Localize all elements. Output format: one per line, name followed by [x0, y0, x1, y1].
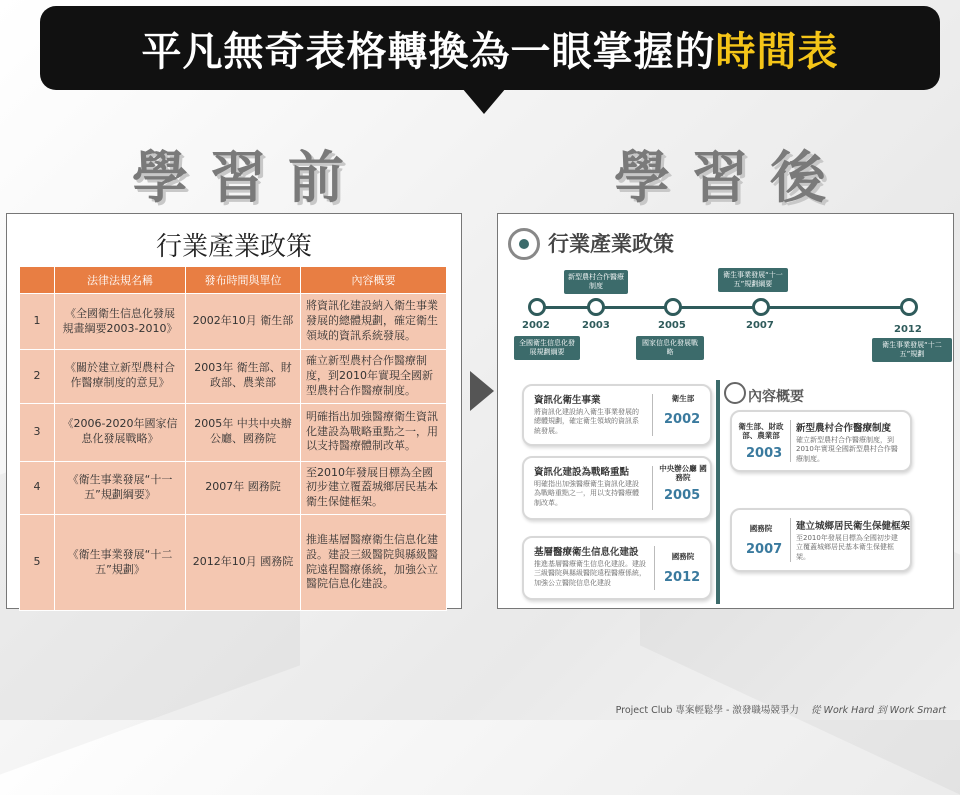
timeline-tag: 衛生事業發展“十二五”規劃 — [872, 338, 952, 362]
card-title: 資訊化建設為戰略重點 — [534, 467, 630, 478]
timeline-year: 2007 — [746, 320, 774, 331]
card-divider — [652, 394, 653, 436]
after-panel — [497, 213, 954, 609]
before-panel — [6, 213, 462, 609]
timeline-tag: 全國衛生信息化發展規劃綱要 — [514, 336, 580, 360]
table-cell-no: 3 — [20, 403, 55, 461]
table-cell-name: 《2006-2020年國家信息化發展戰略》 — [55, 403, 186, 461]
card-divider — [652, 466, 653, 510]
timeline-node — [752, 298, 770, 316]
card-desc: 將資訊化建設納入衛生事業發展的總體規劃，確定衛生領域的資訊系統發展。 — [534, 408, 639, 435]
table-cell-date: 2012年10月 國務院 — [186, 515, 301, 611]
card-year: 2002 — [664, 412, 701, 427]
table-cell-desc: 確立新型農村合作醫療制度，到2010年實現全國新型農村合作醫療制度。 — [301, 350, 447, 404]
table-cell-date: 2007年 國務院 — [186, 461, 301, 515]
title-main: 平凡無奇表格轉換為一眼掌握的 — [141, 28, 716, 75]
table-header-cell — [20, 267, 55, 294]
card-title: 建立城鄉居民衛生保健框架 — [796, 521, 911, 532]
card-org: 衛生部、財政部、農業部 — [738, 422, 784, 440]
summary-heading — [748, 386, 804, 406]
title-highlight: 時間表 — [715, 28, 839, 75]
timeline-tag: 新型農村合作醫療制度 — [564, 270, 628, 294]
before-title: 行業產業政策 — [155, 232, 312, 262]
table-row — [20, 515, 447, 611]
table-cell-date: 2002年10月 衛生部 — [186, 294, 301, 350]
timeline-node — [528, 298, 546, 316]
card-year: 2005 — [664, 488, 701, 503]
policy-card — [522, 384, 712, 446]
timeline-year: 2005 — [658, 320, 686, 331]
label-before: 學習前 — [132, 146, 366, 211]
title-pointer — [462, 88, 506, 114]
policy-card — [730, 508, 912, 572]
summary-heading-text: 內容概要 — [748, 389, 804, 405]
timeline-tag: 衛生事業發展“十一五”規劃綱要 — [718, 268, 788, 292]
after-title: 行業產業政策 — [548, 232, 674, 256]
card-title: 基層醫療衛生信息化建設 — [534, 547, 639, 558]
table-row — [20, 350, 447, 404]
title-banner — [40, 6, 940, 90]
card-org: 中央辦公廳 國務院 — [659, 464, 707, 482]
card-title: 資訊化衛生事業 — [534, 395, 601, 406]
table-cell-date: 2005年 中共中央辦公廳、國務院 — [186, 403, 301, 461]
card-org: 國務院 — [749, 524, 773, 533]
table-header-cell: 發布時間與單位 — [186, 267, 301, 294]
table-cell-no: 5 — [20, 515, 55, 611]
table-cell-no: 1 — [20, 294, 55, 350]
table-cell-name: 《衛生事業發展“十二五”規劃》 — [55, 515, 186, 611]
table-cell-desc: 明確指出加強醫療衛生資訊化建設為戰略重點之一，用以支持醫療體制改革。 — [301, 403, 447, 461]
timeline-node — [664, 298, 682, 316]
footer-text: Project Club 專案輕鬆學 - 激發職場競爭力 — [615, 705, 799, 716]
card-divider — [654, 546, 655, 590]
table-cell-desc: 推進基層醫療衛生信息化建設。建設三級醫院與縣級醫院遠程醫療係統，加強公立醫院信息化建設。 — [301, 515, 447, 611]
timeline-vertical-bar — [716, 380, 720, 604]
policy-card — [522, 456, 712, 520]
table-header-cell: 法律法規名稱 — [55, 267, 186, 294]
card-desc: 確立新型農村合作醫療制度，到2010年實現全國新型農村合作醫療制度。 — [796, 436, 898, 463]
policy-card — [522, 536, 712, 600]
table-cell-date: 2003年 衛生部、財政部、農業部 — [186, 350, 301, 404]
card-year: 2012 — [664, 570, 701, 585]
target-icon — [508, 228, 540, 260]
timeline-year: 2003 — [582, 320, 610, 331]
table-cell-name: 《關於建立新型農村合作醫療制度的意見》 — [55, 350, 186, 404]
page-title — [142, 20, 839, 77]
label-after: 學習後 — [614, 146, 848, 211]
arrow-right-icon — [470, 371, 494, 411]
table-header-cell: 內容概要 — [301, 267, 447, 294]
policy-card — [730, 410, 912, 472]
table-row — [20, 294, 447, 350]
card-title: 新型農村合作醫療制度 — [796, 423, 892, 434]
card-org: 衛生部 — [671, 394, 695, 403]
policy-table — [19, 266, 447, 611]
timeline-node — [900, 298, 918, 316]
footer-slogan: 從 Work Hard 到 Work Smart — [811, 705, 946, 716]
timeline-node — [587, 298, 605, 316]
table-cell-desc: 至2010年發展目標為全國初步建立覆蓋城鄉居民基本衛生保健框架。 — [301, 461, 447, 515]
table-cell-name: 《衛生事業發展“十一五”規劃綱要》 — [55, 461, 186, 515]
card-divider — [790, 420, 791, 462]
card-org: 國務院 — [671, 552, 695, 561]
card-divider — [790, 518, 791, 562]
table-row — [20, 461, 447, 515]
table-row — [20, 403, 447, 461]
document-icon — [724, 382, 746, 404]
timeline-year: 2002 — [522, 320, 550, 331]
table-cell-name: 《全國衛生信息化發展規畫綱要2003-2010》 — [55, 294, 186, 350]
table-header-row — [20, 267, 447, 294]
footer — [616, 702, 946, 716]
table-cell-no: 4 — [20, 461, 55, 515]
card-desc: 明確指出加強醫療衛生資訊化建設為戰略重點之一，用以支持醫療體制改革。 — [534, 480, 639, 507]
card-desc: 推進基層醫療衛生信息化建設。建設三級醫院與縣級醫院遠程醫療係統，加強公立醫院信息化建設 — [534, 560, 646, 587]
timeline-tag: 國家信息化發展戰略 — [636, 336, 704, 360]
table-cell-no: 2 — [20, 350, 55, 404]
timeline-year: 2012 — [894, 324, 922, 335]
card-year: 2007 — [746, 542, 783, 557]
card-desc: 至2010年發展目標為全國初步建立覆蓋城鄉居民基本衛生保健框架。 — [796, 534, 898, 561]
table-cell-desc: 將資訊化建設納入衛生事業發展的總體規劃，確定衛生領域的資訊系統發展。 — [301, 294, 447, 350]
card-year: 2003 — [746, 446, 783, 461]
